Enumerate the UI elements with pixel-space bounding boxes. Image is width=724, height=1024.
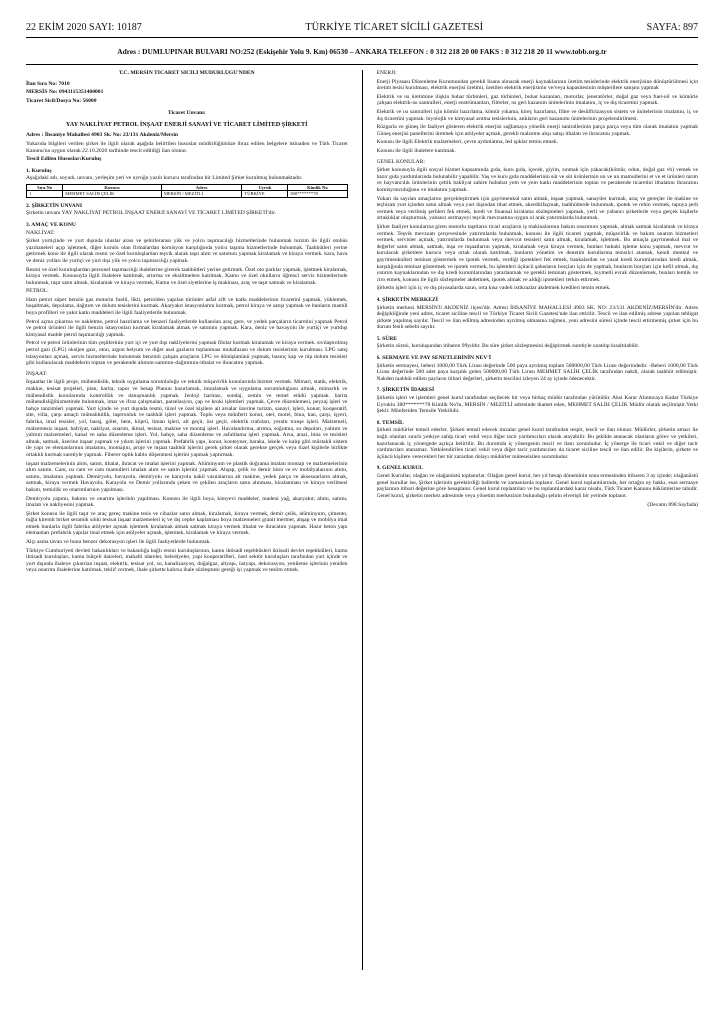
s1-title: 1. Kuruluş <box>26 167 52 174</box>
company-title: YAY NAKLİYAT PETROL İNŞAAT ENERJİ SANAYİ VE TİCARET LİMİTED ŞİRKETİ <box>65 121 308 129</box>
enerji-p4: Rüzgarla ve güneş ile faaliyet gösteren elektrik enerjisi sağlamaya yönelik enerji santrallerinin parça parça veya tüm olarak imalatını yapmak Güneş enerjisi panellerini üretmek için atölyeler açmak, gerekli malzeme alışı satışı ithalatı ve ihracatını yapmak. <box>376 124 698 137</box>
enerji-label: ENERJİ: <box>376 70 397 77</box>
th-kurucu: Kurucu <box>63 184 162 190</box>
continued-note: (Devamı 898.Sayfada) <box>647 502 698 509</box>
right-column <box>377 70 699 970</box>
table-row <box>27 191 348 197</box>
insaat-p4: Şirket konusu ile ilgili taşıt ve araç gereç makine tesis ve cihazlar satın almak, kiralamak, kiraya vermek, demir çelik, alüminyum, çimento, tuğla kiremit briket seramik sıhhi tesisat inşaat malzemeleri iç ve dış cephe kaplaması boya malzemeleri granit mermer, ahşap ve mobilya imal etmek bunlarla ilgili fabrika atölyeler açmak işletmek kiralamak almak satmak kiraya vermek ithalat ve ihracatını yapmak. Hazır beton yapı elemanları prefabrik yapılar imal etmek için atölyeler açmak, işletmek, kiralamak ve kiraya vermek. <box>26 510 348 537</box>
column-divider <box>362 70 363 970</box>
issue-info: 22 EKİM 2020 SAYI: 10187 <box>26 22 142 33</box>
s1-text: Aşağıdaki adı, soyadı, unvanı, yerleşim yeri ve uyruğu yazılı kurucu tarafından bir Limited Şirket kurulmuş bulunmaktadır. <box>26 175 303 182</box>
s5-text: Şirketin süresi, kuruluşundan itibaren 99yıldır. Bu süre şirket sözleşmesini değiştirmek suretiyle uzatılıp kısaltılabilir. <box>376 343 640 350</box>
s2-text: Şirketin unvanı YAY NAKLİYAT PETROL İNŞAAT ENERJİ SANAYİ VE TİCARET LİMİTED ŞİRKETİ'dir. <box>26 210 276 217</box>
td-sira: 1 <box>27 191 63 197</box>
s2-title: 2. ŞİRKETİN UNVANI <box>26 202 83 209</box>
th-uyruk: Uyruk <box>242 184 288 190</box>
petrol-p3: Petrol ve petrol ürünlerinin tüm çeşitlerinin yurt içi ve yurt dışı nakliyelerini yapmak filolar kurmak kiralamak ve kiraya vermek. sıvılaştırılmış petrol gazı (LPG) oksijen gazı, oton, argon helyum ve diğer asal gazların toplanması muhafazası ve dolum tesislerinin kurulması. LPG satış istasyonları açmak, servis hizmetlerinde bulunmak benzinli çalışan araçların LPG ve dönüşümünü yapmak, basınç kap ve tüp dolum tesisleri gibi kullanılacak maddelerin toptan ve perakende alımını-satımını-dağıtımını-ithalat ve ihracatını yapmak. <box>26 340 348 367</box>
s6-title: 6. SERMAYE VE PAY SENETLERİNİN NEV'İ <box>376 355 491 362</box>
insaat-label: İNŞAAT: <box>26 370 48 377</box>
page-number: SAYFA: 897 <box>646 22 698 33</box>
td-kurucu: MEHMET SALİH ÇELİK <box>63 191 162 197</box>
s4-text: Şirketin merkezi MERSİN'li AKDENİZ ilçesi'dir. Adresi İHSANİYE MAHALLESİ 4903 SK. NO: 23/131 AKDENİZ/MERSİN'dir. Adres değişikliğinde yeni adres, ticaret siciline tescil ve Türkiye Ticaret Sicili Gazetesi'nde ilan ettirilir. Tescil ve ilan edilmiş adrese yapılan tebligat şirkete yapılmış sayılır. Tescil ve ilan edilmiş adresinden ayrılmış olmasına rağmen, yeni adresini süresi içinde tescil ettirmemiş şirket için bu durum fesih sebebi sayılır. <box>376 304 698 331</box>
td-kimlik: 380*******78 <box>288 191 347 197</box>
td-uyruk: TÜRKİYE <box>242 191 288 197</box>
notice-office: T.C. MERSİN TİCARET SİCİLİ MÜDÜRLÜĞÜ'NDEN <box>118 70 255 77</box>
s9-title: 9. GENEL KURUL <box>376 465 423 472</box>
sicil-no: Ticaret Sicil/Dosya No: 56000 <box>26 97 97 104</box>
s6-text: Şirketin sermayesi, beheri 1000,00 Türk Lirası değerinde 500 paya ayrılmış toplam 500000,00 Türk Lirası değerindedir. -Beheri 1000,00 Türk Lirası değerinde 500 adet paya karşılık gelen 500000,00 Türk Lirası MEHMET SALİH ÇELİK tarafından nakdi, olarak taahhüt edilmiştir. Nakden taahhüt edilen payların itibari değerleri, şirketin tescilini izleyen 24 ay içinde ödenecektir. <box>376 362 698 382</box>
genel-label: GENEL KONULAR: <box>376 158 425 165</box>
s8-text: Şirketi müdürler temsil ederler. Şirketi temsil edecek imzalar genel kurul tarafından tespit, tescil ve ilan olunur. Müdürler, şirketin amacı ile bağlı olanları sınırlı yetkiye sahip ticari vekil veya diğer tacir yardımcıları olarak atayabilir. Bu şekilde atanacak olanların görev ve yetkileri, hazırlanacak iç yönergede açıkça belirtilir. Bu durumda iç yönergenin tescil ve ilanı zorunludur. İç yönerge ile ticari vekil ve diğer tacir yardımcıları atanamaz. Yetkilendirilen ticari vekil veya diğer tacir yardımcıları da ticaret siciline tescil ve ilan edilir. Bu kişilerin, şirkete ve üçüncü kişilere verecekleri her tür zarardan dolayı müdürler müteselsilen sorumludur. <box>376 427 698 460</box>
insaat-p6: Türkiye Cumhuriyeti devleti bakanlıkları ve bakanlığa bağlı resmi kuruluşlarının, kamu iktisadi teşebbüsleri iktisadi devlet teşekkülleri, kamu iktisadi kuruluşları, kamu bütçeli daireleri, mahalli idareler, belediyeler, yapı kooperatifleri, özel sektör kuruluşları tarafından yurt içinde ve yurt dışında ihaleye çıkarılan inşaat, elektrik, tesisat yol, su, kanalizasyon, doğalgaz, altyapı, üstyapı, dekorasyon, yenileme işlerinin yeniden veya onarımı ihalelerine katılmak, teklif vermek, ihale şirkette kalırsa ihale sözleşmesi gereği işi yapmak ve teslim etmek. <box>26 547 348 574</box>
enerji-p5: Konusu ile ilgili Elektrik malzemeleri, çevre aydınlatma, led ışıklar temin etmek. <box>376 139 559 146</box>
s5-title: 5. SÜRE <box>376 335 398 342</box>
genel-p1: Şirket konusuyla ilgili sosyal hizmet kapsamında gıda, kuru gıda, içecek, giyim, sınmak için yakacak(kömür, odun, doğal gaz vb) vemek ve bazır gıda yardımlarında bulunabilir yapabilir. Yaş ve kuru gıda maddelerinin süt ve süt ürünlerinin un ve un mamullerini et ve et ürünleri tarım ve hayvancılık ürünlerinin çeltik bakliyat zahire hububat yem ve yem katkı maddelerinin toptan ve perakende ticaretini ithalatını ihracatını komisyonculuğunu ve imalatını yapmak. <box>376 167 698 194</box>
genel-p3: Şirket faaliyet konularına giren motorlu taşıtların ticari araçların iş makinalarının bakım onarımını yapmak, almak satmak kiralamak ve kiraya vermek. Teşvik mevzuatı çerçevesinde yatırımlarda bulunmak, konusu ile ilgili ticareti yapmak, müşavirlik ve bakım onarım hizmetleri vermek, servisler açmak, yatırımlarda bulunmak veya mevcut tesisleri satın almak, kiralamak, işletmek. Bu amaçla gayrimenkul mal ve değerler satın almak, satmak, inşa ve inşaatlarını yapmak, kiralamak veya kiraya vermek, bunları hukuki işleme konu yapmak, mevcut ve kurulacak şirketlere kurucu veya ortak olarak katılmak, bunların yönetim ve denetim kurullarına temsilci atamak, kendi menkul ve gayrimenkulleri teminat göstermek ve ipotek vermek, verdiği ipotekleri fek etmek, bankalardan ve yasal kredi kurumlarından kredi almak, karşılığında teminat göstermek ve ipotek vermek, bu işlemleri üçüncü şahısların borçları için de yapmak, bunların borçları için kefil olmak, dış yatırım kaynaklarından ve dış kredi kurumlarından yararlanmak ve gerekli teminatı göstermek, kıymetli evrak düzenlemek, bunları temlik ve ciro etmek, konusu ile ilgili sözleşmeler akdetmek, ipotek almak ve aldığı ipotekleri terkin ettirmek. <box>376 223 698 283</box>
insaat-p2: inşaat malzemelerinin alım, satım, ithalat, ihracat ve imalat işlerini yapmak. Alüminyum ve plastik doğrama imalatı montajı ve malzemelerinin alım satımı. Cam, ısı cam ve cam mamulleri imalatı alım ve satım işlerini yapmak. Ahşap, çelik ve demir büro ve ev mobilyalarının alımı, satımı, imalatını yapmak. Demiryolu, havayolu, demiryolu ve karayolu nakil vasıtalarına ait makine, yedek parça ve aksesuarların almak, satmak, kiraya vermek Havayolu, Karayolu ve Demir yollarında çeken ve çekilen araçların satın alınması, kiralanması ve kiraya verilmesi bakım, temizlik ve onarımlarının yapılması. <box>26 460 348 493</box>
gazette-title: TÜRKİYE TİCARET SİCİLİ GAZETESİ <box>305 22 484 33</box>
left-column <box>26 70 348 970</box>
th-kimlik: Kimlik No <box>288 184 347 190</box>
unvan-label: Ticaret Unvanı: <box>167 110 206 117</box>
th-adres: Adres <box>161 184 242 190</box>
columns <box>26 70 698 970</box>
th-sira: Sıra No <box>27 184 63 190</box>
petrol-p2: Petrol açma çıkarma ve nakletme, petrol hazırlama ve benzeri faaliyetlerde kullanılan araç gere, ve yedek parçaların ticaretini yapmak Petrol ve petrol ürünleri ile ilgili benzin istasyonları kurmak kiralamak almak ve satımını yapmak. Kara, deniz ve havayolu ile yurtiçi ve yurtdışı kimyasal madde petrol taşımacılığı yapmak. <box>26 318 348 338</box>
insaat-p3: Demiryolu yapımı, bakımı ve onarımı işlerinin yapılması. Konusu ile ilgili boya, kimyevi maddeler, madeni yağ, akaryakıt; alımı, satımı, imalatı ve nakliyesini yapmak. <box>26 495 348 509</box>
enerji-p3: Elektrik ve ısı santralleri için kömür hazırlama, kömür yıkama, kireç hazırlama, filtre ve desülfirizasyon sistem ve ünitelerinin imalatını, iç ve dış ticaretini yapmak. biyolojik ve kimyasal arıtma tesislerinin, atıkların geri kazanımı ünitelerinin projelendirilmesi. <box>376 109 698 122</box>
nakliyat-p2: Resmi ve özel kuruluşlardan personel taşımacılığı ihalelerine girerek taahhütleri yerine getirmek. Özel oto parklar yapmak, işletmek kiralamak, kiraya vermek. Konusuyla ilgili ihalelere katılmak, artırma ve eksiltmelere katılmak. Kamu ve özel okulların öğrenci servis hizmetlerinde bulunmak, taşıt satın almak, kiralamak ve kiraya vermek, Kamu ve özel siyetlerine iş makinası, araç ve taşıt satmak ve kiralamak. <box>26 266 348 286</box>
insaat-p5: Alçı asma tavan ve bunu benzer dekorasyon işleri ile ilgili faaliyetlerde bulunmak. <box>26 539 211 546</box>
tescil-husus: Tescil Edilen Hususlar:Kuruluş <box>26 156 102 163</box>
mersis-no: MERSİS No: 0943115351400001 <box>26 89 104 96</box>
company-address: Adres : İhsaniye Mahallesi 4903 Sk. No: 23/131 Akdeniz/Mersin <box>26 132 179 139</box>
s8-title: 8. TEMSİL <box>376 419 404 426</box>
nakliyat-label: NAKLİYAT: <box>26 229 55 236</box>
petrol-p1: Ham petrol süper benzin gaz motorin fuelil, likit, petrolden yapılan türünler asfal zift ve katkı maddelerinin ticaretini yapmak, yüklemek, boşaltmak, depolama, dağıtım ve dolum tesislerini kurmak. Akaryakıt istasyonlarını kurmak, petrol kiraya ve satışı yapmak ve bunların mamül boya profilleri ve yakıt katkı maddeleri ile ilgili faaliyetlerde bulunmak. <box>26 296 348 317</box>
td-adres: MERSİN / MEZİTLİ <box>161 191 242 197</box>
s4-title: 4. ŞİRKETİN MERKEZİ <box>376 296 438 303</box>
nakliyat-p1: Şirket yurtiçinde ve yurt dışında uluslar arası ve şehirlerarası yük ve yolcu taşımacılığı hizmetlerinde bulunmak turizm ile ilgili otobüs yazıhaneleri açıp işletmek, diğer kurulu olan firmalardan komisyon karşılığında yolcu taşıma hizmetlerinde bulunmak. Taahhütleri yerine getirmek kono ile ilgili olarak resmi ve özel kuruluşlardan teşvik alarak taşıt alım ve satımını yapmak kiralamak ve kiraya vermek. kara, hava ve deniz yolları ile yurtiçi ve yurt dışı yük ve yolcu taşımacılığı yapmak. <box>26 238 348 264</box>
enerji-p6: Konusu ile ilgili ihalelere katılmak. <box>376 148 456 155</box>
genel-p4: Şirketin işleri için iç ve dış piyasalarda uzun, orta kısa vadeli istikrazlar akdetmek kredileri temin etmek. <box>376 285 611 292</box>
page-header <box>26 22 698 34</box>
ilan-no: İlan Sıra No: 7010 <box>26 80 70 87</box>
enerji-p2: Elektrik ve ısı üretimine ilişkin buhar türbinleri, gaz türbinleri, buhar kazanları, motorlar, jeneratörler, doğal gaz veya fuel-oil ve kömürle çalışan elektrik-ısı santralleri, enerji enstrümanları, filtreler, ısı geri kazanım ünitelerinin imalatını, iç ve dış ticaretini yapmak. <box>376 93 698 107</box>
header-rule <box>26 37 698 38</box>
genel-p2: Yukarı da sayılan amaçlarını gerçekleştirmek için gayrimenkul satın almak, inşaat yapmak, sanayiler kurmak, araç ve gereçler ile makine ve teçhizatı yurt içinden satın almak veya yurt dışından ithal etmek, akreditifaçmak, taahhütlerde bulunmak, ipotek ve rehin vermek, tapuya şerh vermek veya verilmiş şerhleri fek etmek, kredi ve finansal kiralama sözleşmeleri yapmak, yerli ve yabancı şirketlerle veya gerçek kişilerle ortaklıklar oluşturmak, yabancı sermayeyi teşvik mevzuatına uygun ol arak yatırımlarda bulunmak. <box>376 195 698 222</box>
s3-title: 3. AMAÇ VE KONU <box>26 221 76 228</box>
address-line: Adres : DUMLUPINAR BULVARI NO:252 (Eskişehir Yolu 9. Km) 06530 – ANKARA TELEFON : 0 312 218 20 00 FAKS : 0 312 218 20 11 www.tobb.org.tr <box>117 47 607 57</box>
founder-table <box>26 184 348 198</box>
address-rule <box>26 64 698 65</box>
enerji-p1: Enerji Piyasası Düzenleme Kurumundan gerekli lisans alınarak enerji kaynaklarının üretim tesislerinde elektrik enerjisine dönüştürülmesi için üretim tesisi kurulması, elektrik enerjisi üretimi, üretilen elektrik enerjisinin ve/veya kapasitesinin müşterilere satışını yapmak <box>376 78 698 92</box>
s9-text: Genel Kurullar, olağan ve olağanüstü toplanırlar. Olağan genel kurul, her yıl hesap döneminin sona ermesinden itibaren 3 ay içinde; olağanüstü genel kurullar ise, Şirket işlerinin gerektirdiği hallerde ve zamanlarda toplanır. Genel kurul toplantılarında, her ortağın oy hakkı, esas sermaye paylarının itibari değerine göre hesaplanır. Genel kurul toplantıları ve bu toplantılardaki karar nisabı, Türk Ticaret Kanunu hükümlerine tabidir. Genel kurul, şirketin merkez adresinde veya yönetim merkezinin bulunduğu şehrin elverişli bir yerinde toplanır. <box>376 472 698 499</box>
petrol-label: PETROL: <box>26 288 49 295</box>
insaat-p1: İnşaatlar ile ilgili proje, mühendislik, teknik uygulama sorumluluğu ve teknik müşavirlik konularında hizmet vermek. Mimari, statik, elektrik, makine, tesisat projeleri, plan, harita, rapor ve hesap Planını hazırlamak, imzalamak ve uygulama sorumluluğunu almak, mimarlık ve mühendislik konularında kontrollük ve danışmanlık yapmak. Jeoloji haritası, sondaj, zemin ve temel etüdü yapmak. harita mühendisliğihizmetinde bulunmak, imar ve ifraz çalışmaları, parselasyon, çap ve kroki işlemleri yapmak. Çevre düzenlemesi, peyzaj işleri ve bahçe tanzimleri yapmak. Yurt içinde ve yurt dışında resmi, tüzel ve özel kişilere ait arsalar üzerine turizm, sanayi, işleri, konut, kooperatif, site, villa, çarşı amaçlı müteahhitlik, taşeronluk ve taahhüt işleri yapmak. Toplu veya münferit konut, otel, motel, bina, han, çarşı, işyeri, fabrika, imal tesisler, yol, baraj, gölet, bent, köprü, liman işleri, alt geçit, üst geçit, elektrik trafoları, yeraltı tranşe işleri. Malzemeli, malzemesiz inşaat, hafriyat, nakliyat, onarım, ikmal, tesisat, makine ve montaj işleri. Havalandırma, arıtma, soğutma, su depoları, yalıtım ve yalıtım malzemeleri, kanal ve saha düzenleme işleri. Yol, bahçe, saha düzenleme ve asfaltlama işleri yapmak. Arsa, arazi, bina ve tesisleri almak, satmak, üzerine inşaat yapmak ve yıkım işlerini yapmak. Prefabrik yapı, konut, konteyner, baraka, iskele ve kalıp gibi müstakil sistem ile yapı ve elemanlarının imalatını, montajını, proje ve inşaat taahhüt işlerini gerek şirket olarak gerekse gerçek veya tüzel kişilerle birlikte ortaklık kurmak suretiyle yapmak. Fiberer optik kablo döşenmesi işlerini yapmak yaptırmak. <box>26 379 348 458</box>
notice-intro: Yukarıda bilgileri verilen şirket ile ilgili olarak aşağıda belirtilen hususlar müdürlüğümüze ibraz edilen belgelere istinaden ve Türk Ticaret Kanunu'na uygun olarak 22.10.2020 tarihinde tescil edildiği ilan olunur. <box>26 140 348 154</box>
s7-text: Şirketin işleri ve işlemleri genel kurul tarafından seçilecek bir veya birkaç müdür tarafından yürütülür. Aksi Karar Alınmcaya Kadar Türkiye Uyruklu 380*******78 Kimlik No'lu, MERSİN / MEZİTLİ adresinde ikamet eden, MEHMET SALİH ÇELİK Müdür olarak seçilmiştir.Yetki Şekli: Münferiden Temsile Yetkilidir. <box>376 395 698 415</box>
s7-title: 7. ŞİRKETİN İDARESİ <box>376 387 435 394</box>
